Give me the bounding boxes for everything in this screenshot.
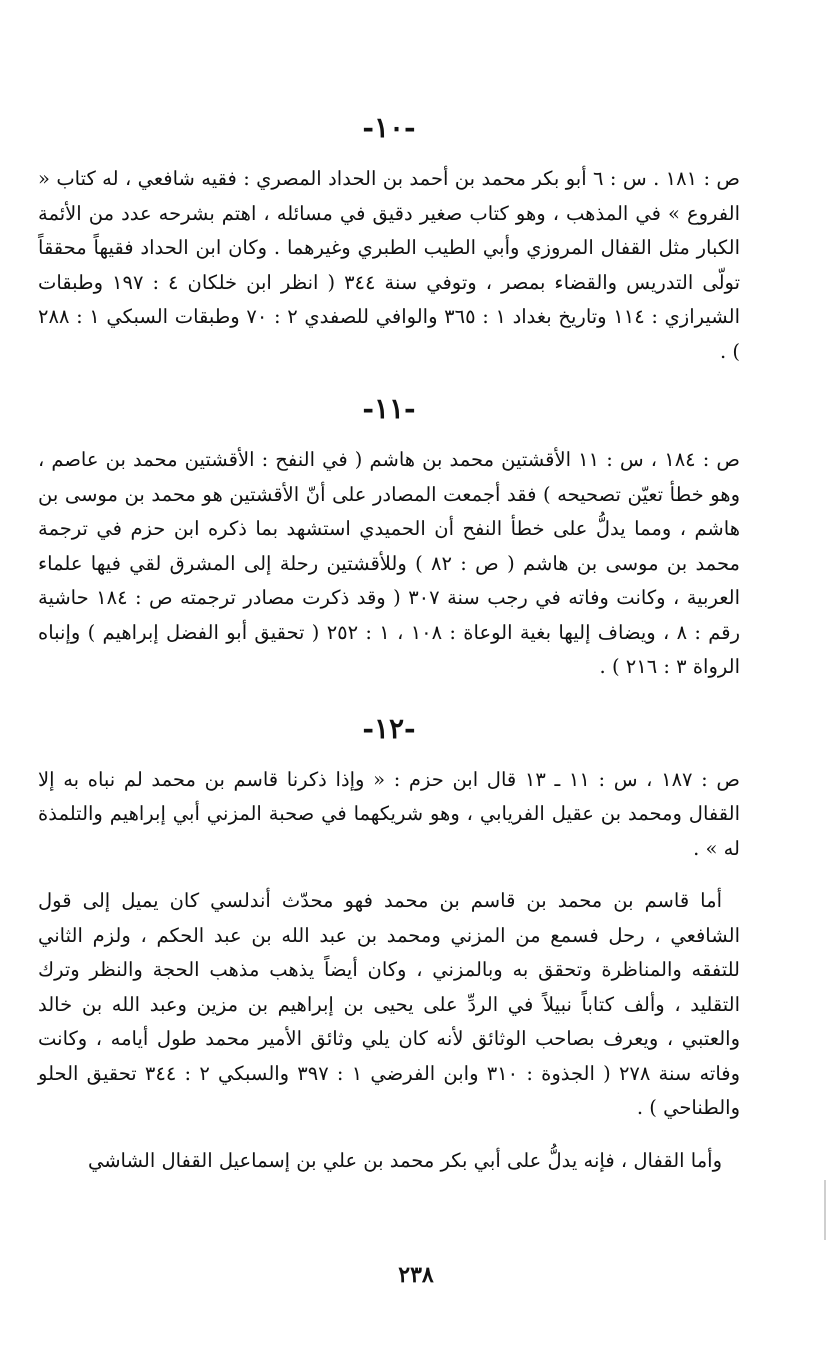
note-paragraph-11: ص : ١٨٤ ، س : ١١ الأقشتين محمد بن هاشم ( في النفح : الأقشتين محمد بن عاصم ، وهو خطأ تعيّن تصحيحه ) فقد أجمعت المصادر على أنّ الأقشتين هو محمد بن موسى بن هاشم ، ومما يدلُّ على خطأ النفح أن الحميدي استشهد بما ذكره ابن حزم في ترجمة محمد بن موسى بن هاشم ( ص : ٨٢ ) وللأقشتين رحلة إلى المشرق لقي فيها علماء العربية ، وكانت وفاته في رجب سنة ٣٠٧ ( وقد ذكرت مصادر ترجمته ص : ١٨٤ حاشية رقم : ٨ ، ويضاف إليها بغية الوعاة : ١٠٨ ، ١ : ٢٥٢ ( تحقيق أبو الفضل إبراهيم ) وإنباه الرواة ٣ : ٢١٦ ) . xyxy=(38,448,741,678)
section-number-11: -١١- xyxy=(362,392,416,425)
page-body xyxy=(38,100,740,1178)
note-paragraph-12-quote: ص : ١٨٧ ، س : ١١ ـ ١٣ قال ابن حزم : « وإذا ذكرنا قاسم بن محمد لم نباه به إلا القفال ومحمد بن عقيل الفريابي ، وهو شريكهما في صحبة المزني أبي إبراهيم والتلمذة له » . xyxy=(38,767,740,860)
section-number-12: -١٢- xyxy=(362,711,416,745)
page-number: ٢٣٨ xyxy=(398,1262,434,1288)
note-paragraph-10: ص : ١٨١ . س : ٦ أبو بكر محمد بن أحمد بن الحداد المصري : فقيه شافعي ، له كتاب « الفروع » في المذهب ، وهو كتاب صغير دقيق في مسائله ، اهتم بشرحه عدد من الأئمة الكبار مثل القفال المروزي وأبي الطيب الطبري وغيرهما . وكان ابن الحداد فقيهاً محققاً تولّى التدريس والقضاء بمصر ، وتوفي سنة ٣٤٤ ( انظر ابن خلكان ٤ : ١٩٧ وطبقات الشيرازي : ١١٤ وتاريخ بغداد ١ : ٣٦٥ والوافي للصفدي ٢ : ٧٠ وطبقات السبكي ١ : ٢٨٨ ) . xyxy=(38,167,741,363)
note-paragraph-12-qaffal: وأما القفال ، فإنه يدلُّ على أبي بكر محمد بن علي بن إسماعيل القفال الشاشي xyxy=(87,1148,722,1172)
section-number-10: -١٠- xyxy=(362,111,416,144)
scan-edge-mark xyxy=(824,1180,826,1240)
note-paragraph-12-qasim: أما قاسم بن محمد بن قاسم بن محمد فهو محدّث أندلسي كان يميل إلى قول الشافعي ، رحل فسمع من المزني ومحمد بن عبد الله بن عبد الحكم ، ولزم الثاني للتفقه والمناظرة وتحقق به وبالمزني ، وكان أيضاً يذهب مذهب الحجة والنظر وترك التقليد ، وألف كتاباً نبيلاً في الردِّ على يحيى بن إبراهيم بن مزين وعبد الله بن خالد والعتبي ، ويعرف بصاحب الوثائق لأنه كان يلي وثائق الأمير محمد طول أيامه ، وكانت وفاته سنة ٢٧٨ ( الجذوة : ٣١٠ وابن الفرضي ١ : ٣٩٧ والسبكي ٢ : ٣٤٤ تحقيق الحلو والطناحي ) . xyxy=(38,889,741,1119)
